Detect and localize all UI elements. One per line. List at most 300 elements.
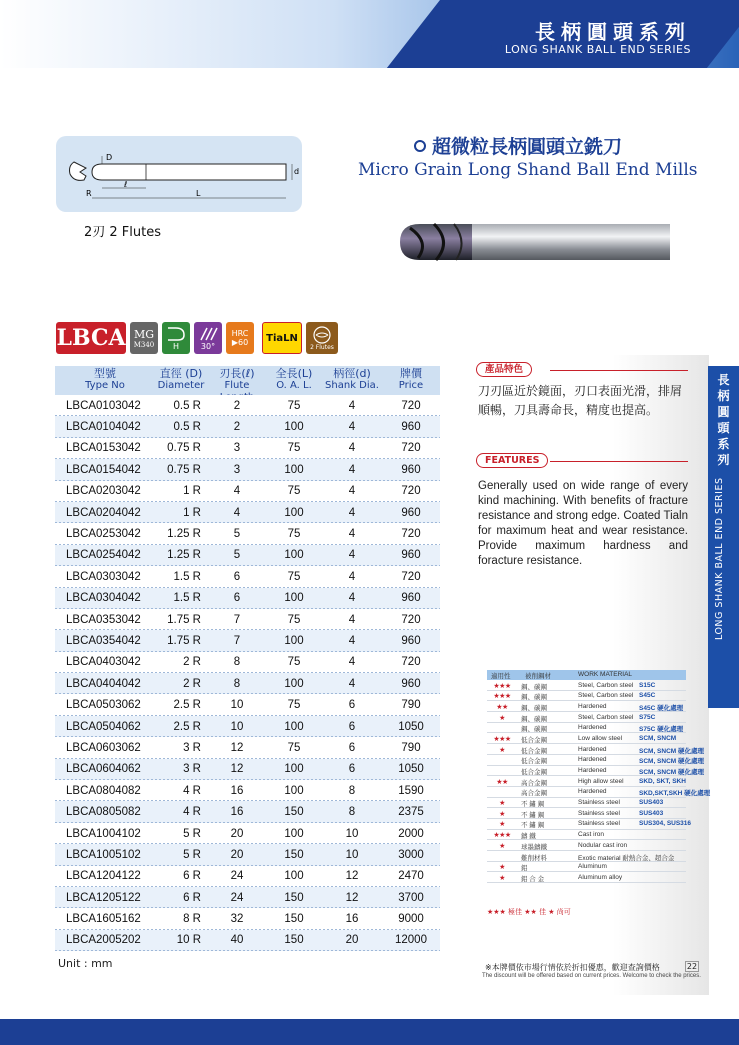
- header-price: 牌價 Price: [398, 367, 424, 391]
- material-row: [487, 862, 686, 873]
- material-en: Stainless steel: [578, 809, 620, 817]
- material-en: Nodular cast iron: [578, 841, 628, 849]
- table-row: [55, 416, 440, 437]
- material-en: Stainless steel: [578, 820, 620, 828]
- material-row: [487, 766, 704, 777]
- header-shank: 柄徑(d) Shank Dia.: [325, 367, 379, 391]
- unit-label: Unit : mm: [58, 957, 113, 970]
- cell-dia: 1.25 R: [167, 528, 201, 541]
- cell-flute: 10: [230, 699, 244, 712]
- material-en: Hardened: [578, 788, 607, 796]
- cell-oal: 150: [284, 913, 304, 926]
- cell-shank: 6: [348, 763, 356, 776]
- cell-price: 960: [401, 549, 421, 562]
- table-row: [55, 481, 440, 502]
- cell-price: 9000: [398, 913, 424, 926]
- cell-flute: 5: [233, 528, 241, 541]
- cell-shank: 16: [345, 913, 359, 926]
- material-body: [487, 680, 711, 883]
- material-stars: ★: [499, 874, 505, 882]
- cell-dia: 1 R: [183, 485, 201, 498]
- cell-code: LBCA0304042: [66, 592, 141, 605]
- tag-divider: [550, 461, 688, 462]
- cell-shank: 10: [345, 848, 359, 861]
- material-cn: 低合金鋼: [521, 736, 547, 744]
- table-row: [55, 908, 440, 929]
- cell-oal: 100: [284, 720, 304, 733]
- material-row: [487, 787, 711, 798]
- cell-code: LBCA0604062: [66, 763, 141, 776]
- material-stars: ★: [499, 714, 505, 722]
- cell-flute: 8: [233, 656, 241, 669]
- two-flute-icon: [313, 326, 331, 344]
- cell-code: LBCA0504062: [66, 720, 141, 733]
- cell-flute: 40: [230, 934, 244, 947]
- side-title-en: LONG SHANK BALL END SERIES: [714, 477, 725, 640]
- page-number: 22: [686, 962, 698, 971]
- material-en: Hardened: [578, 724, 607, 732]
- footer-band: [0, 1019, 739, 1045]
- features-text-en: Generally used on wide range of every kind machining. With benefits of fracture resistance and strong edge. Coated Tialn for maximum heat and wear resistance. Provide maximum hardness and foracture resistance.: [478, 480, 688, 567]
- cell-flute: 4: [233, 506, 241, 519]
- cell-dia: 3 R: [183, 741, 201, 754]
- cell-flute: 7: [233, 613, 241, 626]
- material-row: [487, 723, 686, 734]
- material-cn: 不 鏽 鋼: [521, 811, 545, 819]
- flutes-badge: 2 Flutes: [306, 322, 338, 354]
- helix-icon: [198, 326, 218, 342]
- material-en: Exotic material 耐熱合金、超合金: [578, 854, 675, 862]
- cell-code: LBCA0804082: [66, 784, 141, 797]
- cell-code: LBCA0153042: [66, 442, 141, 455]
- cell-flute: 12: [230, 763, 244, 776]
- cell-flute: 20: [230, 827, 244, 840]
- table-row: [55, 459, 440, 480]
- cell-price: 720: [401, 656, 421, 669]
- material-cn: 低合金鋼: [521, 769, 547, 776]
- header-flute-length: 刃長(ℓ) Flute: [219, 367, 255, 391]
- cell-dia: 0.75 R: [167, 463, 201, 476]
- table-row: [55, 780, 440, 801]
- material-en: Aluminum alloy: [578, 873, 623, 881]
- svg-text:ℓ: ℓ: [124, 180, 128, 189]
- cell-oal: 100: [284, 592, 304, 605]
- material-stars: ★: [499, 821, 505, 829]
- cell-shank: 20: [345, 934, 359, 947]
- cell-price: 720: [401, 442, 421, 455]
- cell-shank: 12: [345, 891, 359, 904]
- cell-price: 960: [401, 506, 421, 519]
- cell-oal: 75: [287, 485, 301, 498]
- material-table: [487, 670, 711, 883]
- cell-dia: 0.5 R: [173, 421, 201, 434]
- material-cn: 高合金鋼: [521, 790, 547, 798]
- cell-code: LBCA1004102: [66, 827, 141, 840]
- material-cn: 高合金鋼: [521, 779, 547, 787]
- header-oal: 全長(L) O. A. L.: [275, 367, 313, 391]
- material-grade: SKD, SKT, SKH: [639, 777, 686, 785]
- table-row: [55, 652, 440, 673]
- features-tag-en: FEATURES: [476, 453, 548, 468]
- cell-code: LBCA0154042: [66, 463, 141, 476]
- cell-price: 1050: [398, 720, 424, 733]
- cell-flute: 32: [230, 913, 244, 926]
- material-stars: ★: [499, 810, 505, 818]
- flutes-label: 2刃 2 Flutes: [84, 225, 162, 240]
- material-cn: 鋼、碳鋼: [521, 715, 547, 723]
- material-grade: SCM, SNCM: [639, 734, 677, 742]
- header-title-cn: 長柄圓頭系列: [535, 20, 691, 44]
- cell-dia: 1.75 R: [167, 613, 201, 626]
- cell-shank: 4: [348, 528, 356, 541]
- material-grade: S45C: [639, 692, 656, 700]
- material-grade: SUS403: [639, 809, 664, 817]
- cell-shank: 4: [348, 549, 356, 562]
- cell-flute: 12: [230, 741, 244, 754]
- cell-oal: 75: [287, 741, 301, 754]
- cell-flute: 20: [230, 848, 244, 861]
- cell-dia: 0.75 R: [167, 442, 201, 455]
- material-en: High allow steel: [578, 777, 624, 785]
- material-row: [487, 808, 686, 819]
- table-row: [55, 630, 440, 651]
- cell-code: LBCA1605162: [66, 913, 141, 926]
- cell-flute: 2: [233, 421, 241, 434]
- spec-table: [55, 366, 440, 951]
- material-stars: ★: [499, 746, 505, 754]
- material-row: [487, 691, 686, 702]
- end-mill-photo: [400, 218, 670, 266]
- material-cn: 鋁: [521, 865, 528, 873]
- table-row: [55, 866, 440, 887]
- material-grade: S75C 硬化處理: [639, 726, 684, 734]
- material-row: [487, 798, 686, 809]
- hrc-badge: HRC ▶60: [226, 322, 254, 354]
- cell-shank: 4: [348, 656, 356, 669]
- table-row: [55, 438, 440, 459]
- table-row: [55, 523, 440, 544]
- material-stars: ★★★: [493, 735, 511, 743]
- cell-price: 960: [401, 463, 421, 476]
- cell-shank: 4: [348, 442, 356, 455]
- material-cn: 低合金鋼: [521, 758, 547, 766]
- cell-price: 1590: [398, 784, 424, 797]
- bullet-icon: [414, 140, 426, 152]
- end-mill-drawing-icon: [56, 136, 302, 212]
- material-en: Aluminum: [578, 863, 607, 871]
- coating-badge: TiaLN: [262, 322, 302, 354]
- cell-shank: 4: [348, 613, 356, 626]
- cell-flute: 24: [230, 870, 244, 883]
- header-diameter: 直徑 (D) Diameter: [157, 367, 205, 391]
- cell-code: LBCA0103042: [66, 399, 141, 412]
- material-en: Stainless steel: [578, 799, 620, 807]
- cell-code: LBCA0353042: [66, 613, 141, 626]
- cell-oal: 150: [284, 806, 304, 819]
- features-text-cn: 刀刃區近於鏡面，刃口表面光滑，排屑順暢，刀具壽命長，精度也提高。: [478, 384, 683, 417]
- material-cn: 不 鏽 鋼: [521, 801, 545, 809]
- product-title-cn: 超微粒長柄圓頭立銑刀: [414, 132, 622, 159]
- cell-code: LBCA0805082: [66, 806, 141, 819]
- cell-price: 2470: [398, 870, 424, 883]
- material-stars: ★★★: [493, 682, 511, 690]
- material-en: Low allow steel: [578, 734, 623, 742]
- material-stars: ★: [499, 842, 505, 850]
- material-cn: 鋼、碳鋼: [521, 726, 547, 734]
- svg-text:d: d: [294, 167, 300, 176]
- table-row: [55, 395, 440, 416]
- material-grade: S75C: [639, 713, 656, 721]
- cell-shank: 4: [348, 592, 356, 605]
- header-title-en: LONG SHANK BALL END SERIES: [504, 43, 691, 56]
- table-row: [55, 694, 440, 715]
- cell-price: 1050: [398, 763, 424, 776]
- cell-price: 2000: [398, 827, 424, 840]
- table-body: [55, 395, 440, 951]
- brand-badge: LBCA: [56, 322, 126, 354]
- table-header: [55, 366, 440, 395]
- svg-text:L: L: [196, 189, 201, 198]
- material-en: Cast iron: [578, 831, 605, 839]
- tag-divider: [550, 370, 688, 371]
- cell-price: 960: [401, 592, 421, 605]
- material-grade: SCM, SNCM 硬化處理: [639, 747, 704, 755]
- material-row: [487, 830, 686, 841]
- cell-shank: 4: [348, 506, 356, 519]
- material-row: [487, 744, 704, 755]
- cell-flute: 4: [233, 485, 241, 498]
- cell-shank: 8: [348, 806, 356, 819]
- material-grade: SCM, SNCM 硬化處理: [639, 758, 704, 766]
- table-row: [55, 844, 440, 865]
- table-row: [55, 673, 440, 694]
- cell-flute: 10: [230, 720, 244, 733]
- cell-dia: 2 R: [183, 656, 201, 669]
- cell-code: LBCA0403042: [66, 656, 141, 669]
- material-row: [487, 851, 686, 862]
- cell-dia: 10 R: [176, 934, 201, 947]
- material-cn: 鋼、碳鋼: [521, 683, 547, 691]
- cell-price: 720: [401, 570, 421, 583]
- table-row: [55, 759, 440, 780]
- material-stars: ★: [499, 800, 505, 808]
- cell-oal: 100: [284, 827, 304, 840]
- material-grade: SKD,SKT,SKH 硬化處理: [639, 790, 711, 798]
- cell-price: 960: [401, 634, 421, 647]
- cell-oal: 100: [284, 870, 304, 883]
- cell-price: 12000: [395, 934, 427, 947]
- cell-flute: 2: [233, 399, 241, 412]
- cell-dia: 2.5 R: [173, 720, 201, 733]
- cell-dia: 1.5 R: [173, 592, 201, 605]
- cell-shank: 4: [348, 421, 356, 434]
- cell-shank: 4: [348, 485, 356, 498]
- cell-price: 720: [401, 485, 421, 498]
- cell-dia: 5 R: [183, 848, 201, 861]
- cell-price: 790: [401, 741, 421, 754]
- cell-price: 2375: [398, 806, 424, 819]
- svg-text:D: D: [106, 153, 113, 162]
- material-stars: ★★: [496, 703, 508, 711]
- material-grade: SUS304, SUS316: [639, 820, 692, 828]
- cell-shank: 4: [348, 463, 356, 476]
- ball-end-icon: [166, 326, 186, 342]
- cell-flute: 16: [230, 784, 244, 797]
- cell-code: LBCA0354042: [66, 634, 141, 647]
- cell-flute: 16: [230, 806, 244, 819]
- material-cn: 低合金鋼: [521, 747, 547, 755]
- cell-code: LBCA0503062: [66, 699, 141, 712]
- cell-price: 960: [401, 421, 421, 434]
- cell-oal: 75: [287, 613, 301, 626]
- cell-code: LBCA1205122: [66, 891, 141, 904]
- svg-text:R: R: [86, 189, 92, 198]
- cell-oal: 100: [284, 463, 304, 476]
- price-note-cn: ※本牌價依市場行情依於折扣優惠，歡迎查詢價格: [485, 963, 660, 972]
- cell-dia: 1.75 R: [167, 634, 201, 647]
- cell-price: 3700: [398, 891, 424, 904]
- rating-legend: ★★★ 極佳 ★★ 佳 ★ 尚可: [487, 908, 571, 916]
- cell-dia: 8 R: [183, 913, 201, 926]
- cell-price: 790: [401, 699, 421, 712]
- table-row: [55, 588, 440, 609]
- cell-code: LBCA0603062: [66, 741, 141, 754]
- cell-code: LBCA0404042: [66, 677, 141, 690]
- cell-oal: 75: [287, 699, 301, 712]
- material-header: 適用性 被削鋼材 WORK MATERIAL: [487, 670, 686, 680]
- cell-flute: 3: [233, 442, 241, 455]
- dimension-drawing: [56, 136, 302, 212]
- cell-oal: 100: [284, 784, 304, 797]
- material-cn: 難削材料: [521, 854, 547, 862]
- h-badge: H: [162, 322, 190, 354]
- cell-code: LBCA0254042: [66, 549, 141, 562]
- cell-dia: 5 R: [183, 827, 201, 840]
- cell-dia: 6 R: [183, 891, 201, 904]
- material-en: Hardened: [578, 756, 607, 764]
- table-row: [55, 737, 440, 758]
- material-stars: ★★★: [493, 832, 511, 840]
- cell-code: LBCA1204122: [66, 870, 141, 883]
- table-row: [55, 566, 440, 587]
- table-row: [55, 823, 440, 844]
- table-row: [55, 716, 440, 737]
- material-grade: SUS403: [639, 799, 664, 807]
- material-cn: 鋼、碳鋼: [521, 704, 547, 712]
- cell-shank: 4: [348, 677, 356, 690]
- cell-price: 720: [401, 399, 421, 412]
- cell-code: LBCA1005102: [66, 848, 141, 861]
- material-row: [487, 819, 692, 830]
- header-type: 型號 Type No: [85, 367, 125, 391]
- cell-shank: 6: [348, 741, 356, 754]
- material-en: Steel, Carbon steel: [578, 692, 634, 700]
- cell-flute: 7: [233, 634, 241, 647]
- cell-dia: 4 R: [183, 806, 201, 819]
- cell-dia: 1.5 R: [173, 570, 201, 583]
- material-cn: 鋼、碳鋼: [521, 694, 547, 702]
- cell-flute: 8: [233, 677, 241, 690]
- cell-code: LBCA0203042: [66, 485, 141, 498]
- table-row: [55, 545, 440, 566]
- cell-oal: 75: [287, 570, 301, 583]
- material-row: [487, 733, 686, 744]
- material-cn: 鑄 鐵: [521, 833, 536, 841]
- table-row: [55, 609, 440, 630]
- cell-dia: 2 R: [183, 677, 201, 690]
- cell-oal: 150: [284, 848, 304, 861]
- cell-code: LBCA0303042: [66, 570, 141, 583]
- material-cn: 球墨鑄鐵: [521, 843, 547, 851]
- material-cn: 鋁 合 金: [521, 875, 545, 883]
- product-title-en: Micro Grain Long Shand Ball End Mills: [358, 160, 698, 180]
- cell-oal: 75: [287, 528, 301, 541]
- material-en: Hardened: [578, 767, 607, 774]
- cell-shank: 4: [348, 634, 356, 647]
- cell-price: 720: [401, 528, 421, 541]
- material-stars: ★: [499, 864, 505, 872]
- cell-oal: 150: [284, 891, 304, 904]
- material-stars: ★★★: [493, 693, 511, 701]
- cell-code: LBCA0253042: [66, 528, 141, 541]
- material-en: Steel, Carbon steel: [578, 713, 634, 721]
- material-row: [487, 840, 686, 851]
- cell-dia: 3 R: [183, 763, 201, 776]
- cell-flute: 24: [230, 891, 244, 904]
- cell-oal: 100: [284, 421, 304, 434]
- cell-flute: 3: [233, 463, 241, 476]
- material-en: Hardened: [578, 702, 607, 710]
- cell-oal: 75: [287, 656, 301, 669]
- material-row: [487, 701, 686, 712]
- cell-shank: 12: [345, 870, 359, 883]
- cell-dia: 2.5 R: [173, 699, 201, 712]
- cell-oal: 75: [287, 442, 301, 455]
- cell-dia: 4 R: [183, 784, 201, 797]
- mg-badge: MG M340: [130, 322, 158, 354]
- cell-oal: 100: [284, 763, 304, 776]
- cell-shank: 6: [348, 720, 356, 733]
- material-cn: 不 鏽 鋼: [521, 822, 545, 830]
- cell-shank: 4: [348, 570, 356, 583]
- cell-shank: 10: [345, 827, 359, 840]
- cell-oal: 100: [284, 677, 304, 690]
- side-title-cn: 長 柄 圓 頭 系 列: [717, 373, 730, 467]
- cell-oal: 75: [287, 399, 301, 412]
- material-grade: SCM, SNCM 硬化處理: [639, 769, 704, 776]
- cell-dia: 0.5 R: [173, 399, 201, 412]
- cell-shank: 4: [348, 399, 356, 412]
- cell-dia: 1.25 R: [167, 549, 201, 562]
- table-row: [55, 502, 440, 523]
- cell-price: 720: [401, 613, 421, 626]
- material-row: [487, 680, 686, 691]
- material-row: [487, 776, 686, 787]
- table-row: [55, 887, 440, 908]
- features-tag-cn: 產品特色: [476, 362, 532, 377]
- cell-oal: 150: [284, 934, 304, 947]
- material-grade: S15C: [639, 681, 656, 689]
- cell-oal: 100: [284, 634, 304, 647]
- cell-price: 3000: [398, 848, 424, 861]
- cell-oal: 100: [284, 549, 304, 562]
- material-en: Hardened: [578, 745, 607, 753]
- cell-shank: 6: [348, 699, 356, 712]
- cell-price: 960: [401, 677, 421, 690]
- material-en: Steel, Carbon steel: [578, 681, 634, 689]
- cell-shank: 8: [348, 784, 356, 797]
- cell-dia: 6 R: [183, 870, 201, 883]
